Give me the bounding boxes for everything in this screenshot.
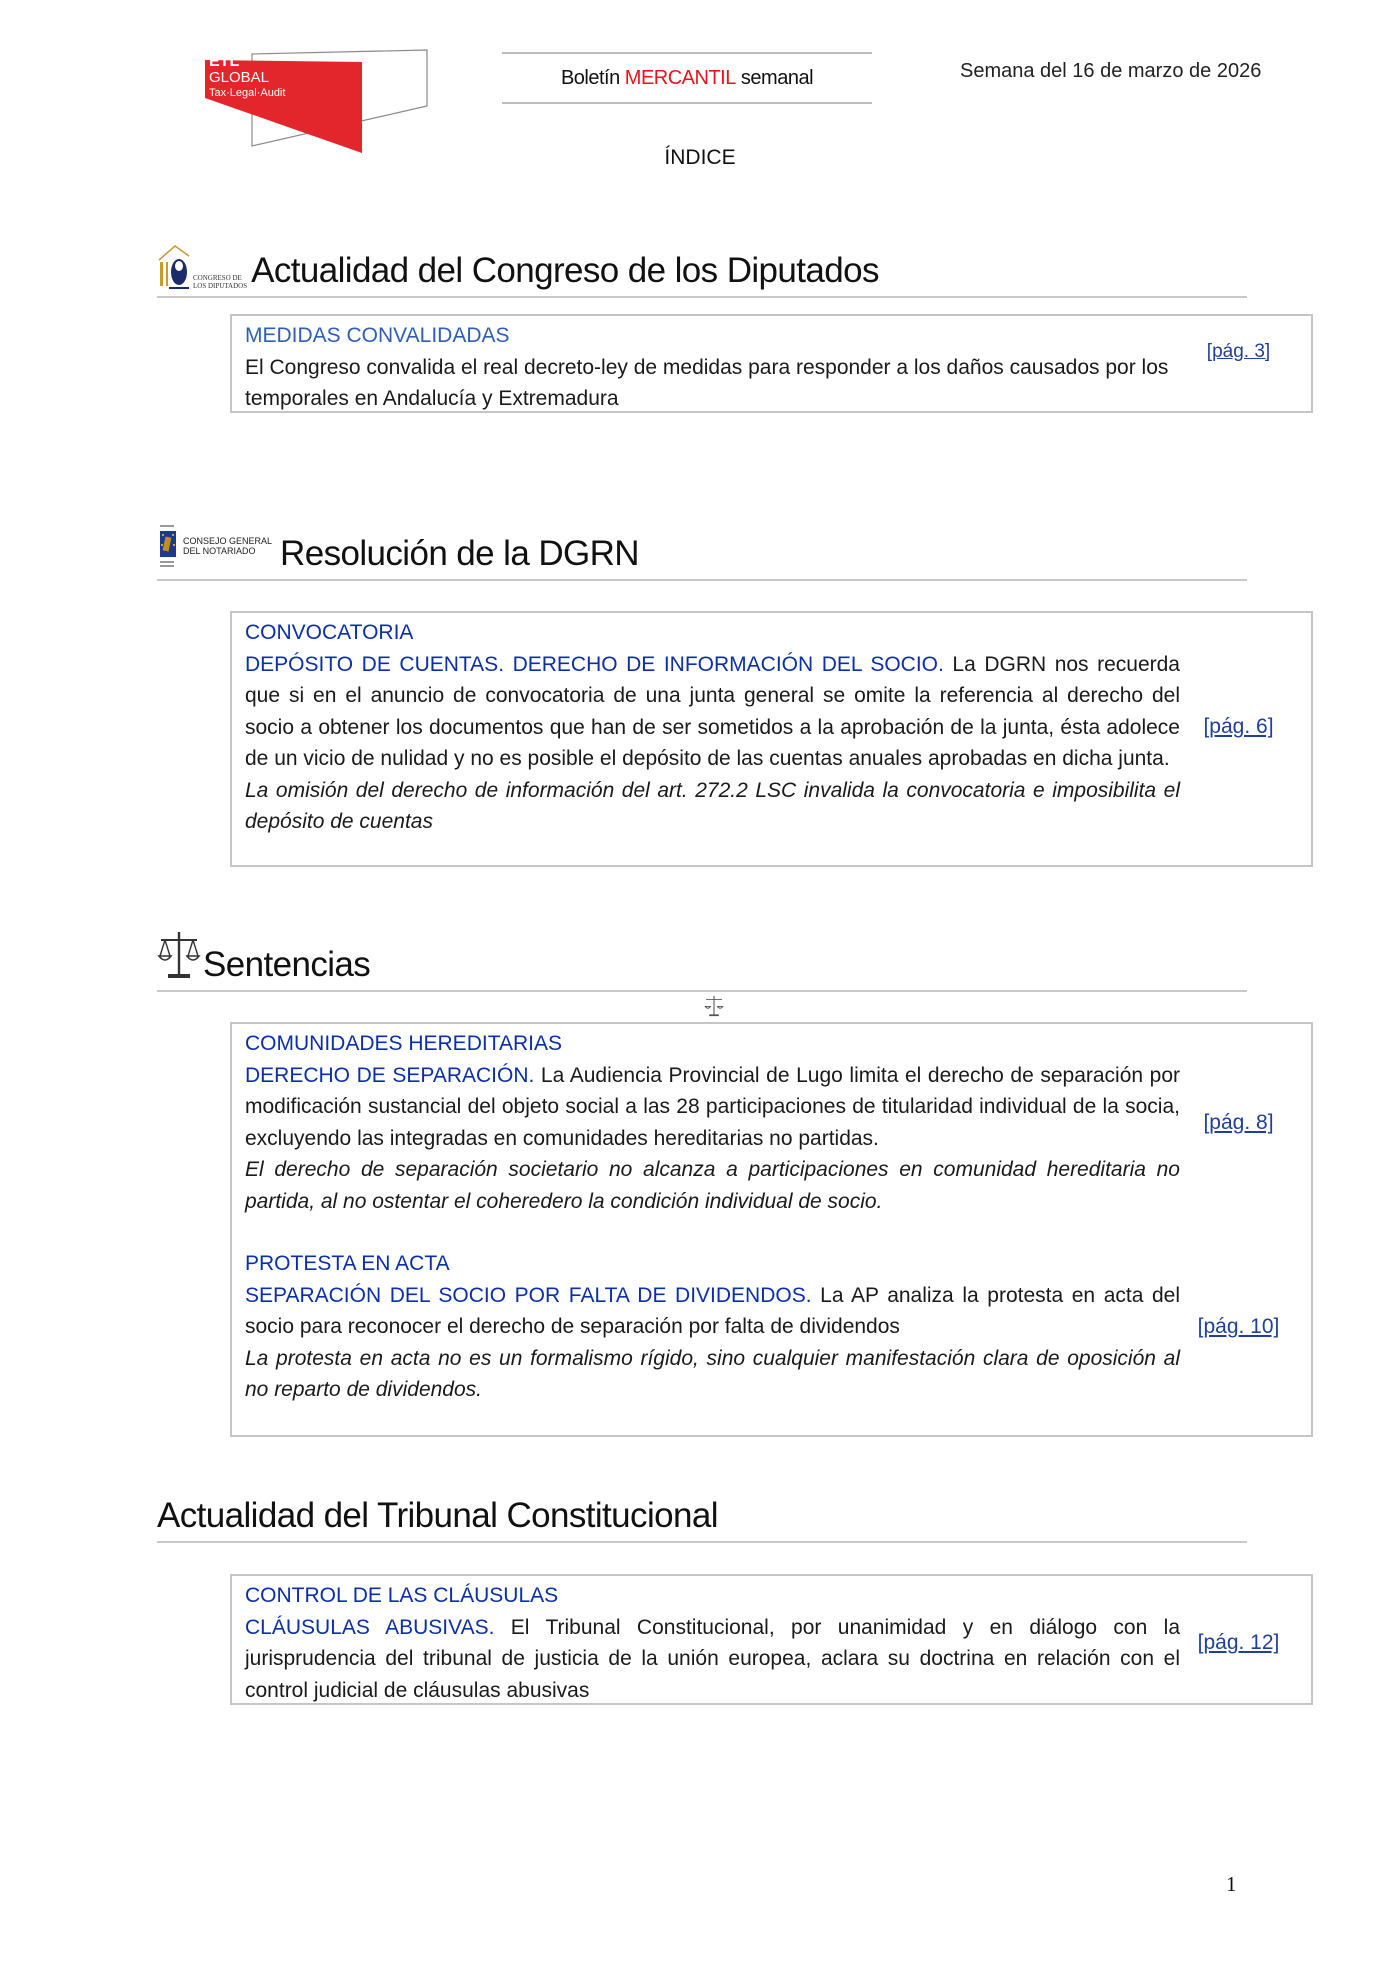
week-date: Semana del 16 de marzo de 2026 (960, 60, 1262, 82)
section-box-dgrn (230, 611, 1313, 867)
index-title: ÍNDICE (664, 146, 736, 169)
logo-tagline-text: Tax·Legal·Audit (209, 87, 286, 99)
entry-keyword: SEPARACIÓN DEL SOCIO POR FALTA DE DIVIDENDOS. (245, 1283, 812, 1307)
index-entry (245, 617, 1297, 838)
entry-category: CONTROL DE LAS CLÁUSULAS (245, 1584, 559, 1607)
entry-summary: La omisión del derecho de información del art. 272.2 LSC invalida la convocatoria e imposibilita el depósito de cuentas (245, 778, 1180, 833)
congreso-logo-line1: CONGRESO DE (193, 274, 242, 282)
entry-category: MEDIDAS CONVALIDADAS (245, 324, 510, 347)
entry-keyword: CLÁUSULAS ABUSIVAS. (245, 1615, 495, 1639)
section-title: Actualidad del Congreso de los Diputados (251, 251, 879, 290)
scales-icon (157, 930, 201, 990)
section-heading-congreso (157, 232, 1247, 298)
entry-summary: El derecho de separación societario no alcanza a participaciones en comunidad hereditaria no partida, al no ostentar el coheredero la condición individual de socio. (245, 1158, 1180, 1213)
section-heading-sentencias (157, 922, 1247, 992)
entry-category: COMUNIDADES HEREDITARIAS (245, 1032, 562, 1055)
logo-global-text: GLOBAL (209, 69, 270, 86)
notariado-logo-line1: CONSEJO GENERAL (183, 536, 273, 546)
bulletin-highlight: MERCANTIL (624, 66, 736, 89)
notariado-logo-line2: DEL NOTARIADO (183, 546, 256, 556)
section-heading-dgrn (157, 516, 1247, 581)
entry-keyword: DERECHO DE SEPARACIÓN. (245, 1063, 535, 1087)
etl-global-logo (205, 48, 430, 153)
index-entry (245, 1028, 1297, 1217)
entry-keyword: DEPÓSITO DE CUENTAS. DERECHO DE INFORMACIÓN DEL SOCIO. (245, 652, 944, 676)
page-link[interactable]: [pág. 8] (1203, 1110, 1274, 1134)
congreso-logo-line2: LOS DIPUTADOS (193, 282, 248, 290)
entry-body: El Congreso convalida el real decreto-ley de medidas para responder a los daños causados por los temporales en Andalucía y Extremadura (245, 355, 1169, 410)
page-number: 1 (1226, 1872, 1237, 1896)
section-title: Resolución de la DGRN (280, 534, 639, 573)
section-box-tc (230, 1574, 1313, 1705)
entry-body: El Tribunal Constitucional, por unanimidad y en diálogo con la jurisprudencia del tribunal de justicia de la unión europea, aclara su doctrina en relación con el control judicial de cláusulas abusivas (245, 1615, 1181, 1702)
notariado-logo-icon (157, 523, 272, 579)
page-link[interactable]: [pág. 3] (1206, 341, 1271, 363)
entry-body: La Audiencia Provincial de Lugo limita el derecho de separación por modificación sustancial del objeto social a las 28 participaciones de titularidad individual de la socia, excluyendo las integradas en comunidades hereditarias no partidas. (245, 1063, 1181, 1150)
bulletin-suffix: semanal (735, 66, 814, 89)
small-scales-icon (703, 995, 725, 1017)
section-title: Actualidad del Tribunal Constitucional (157, 1496, 718, 1535)
entry-body: La DGRN nos recuerda que si en el anuncio de convocatoria de una junta general se omite la referencia al derecho del socio a obtener los documentos que han de ser sometidos a la aprobación de la junta, ésta adolece de un vicio de nulidad y no es posible el depósito de las cuentas anuales aprobadas en dicha junta. (245, 652, 1180, 770)
entry-category: CONVOCATORIA (245, 621, 414, 644)
section-heading-tc (157, 1485, 1247, 1543)
section-box-sentencias (230, 1022, 1313, 1437)
page-link[interactable]: [pág. 6] (1203, 715, 1274, 739)
entry-category: PROTESTA EN ACTA (245, 1252, 450, 1275)
section-title: Sentencias (203, 945, 371, 984)
logo-etl-text: ETL (209, 53, 240, 70)
bulletin-title (502, 52, 872, 104)
congreso-logo-icon (157, 244, 247, 296)
index-entry (245, 1248, 1297, 1406)
index-entry (245, 1580, 1297, 1706)
entry-summary: La protesta en acta no es un formalismo rígido, sino cualquier manifestación clara de oposición al no reparto de dividendos. (245, 1346, 1180, 1401)
section-box-congreso (230, 314, 1313, 413)
page-link[interactable]: [pág. 12] (1197, 1631, 1280, 1654)
page-link[interactable]: [pág. 10] (1197, 1314, 1280, 1338)
index-entry (245, 320, 1297, 415)
bulletin-prefix: Boletín (560, 66, 625, 89)
entry-body: La AP analiza la protesta en acta del socio para reconocer el derecho de separación por falta de dividendos (245, 1283, 1181, 1338)
